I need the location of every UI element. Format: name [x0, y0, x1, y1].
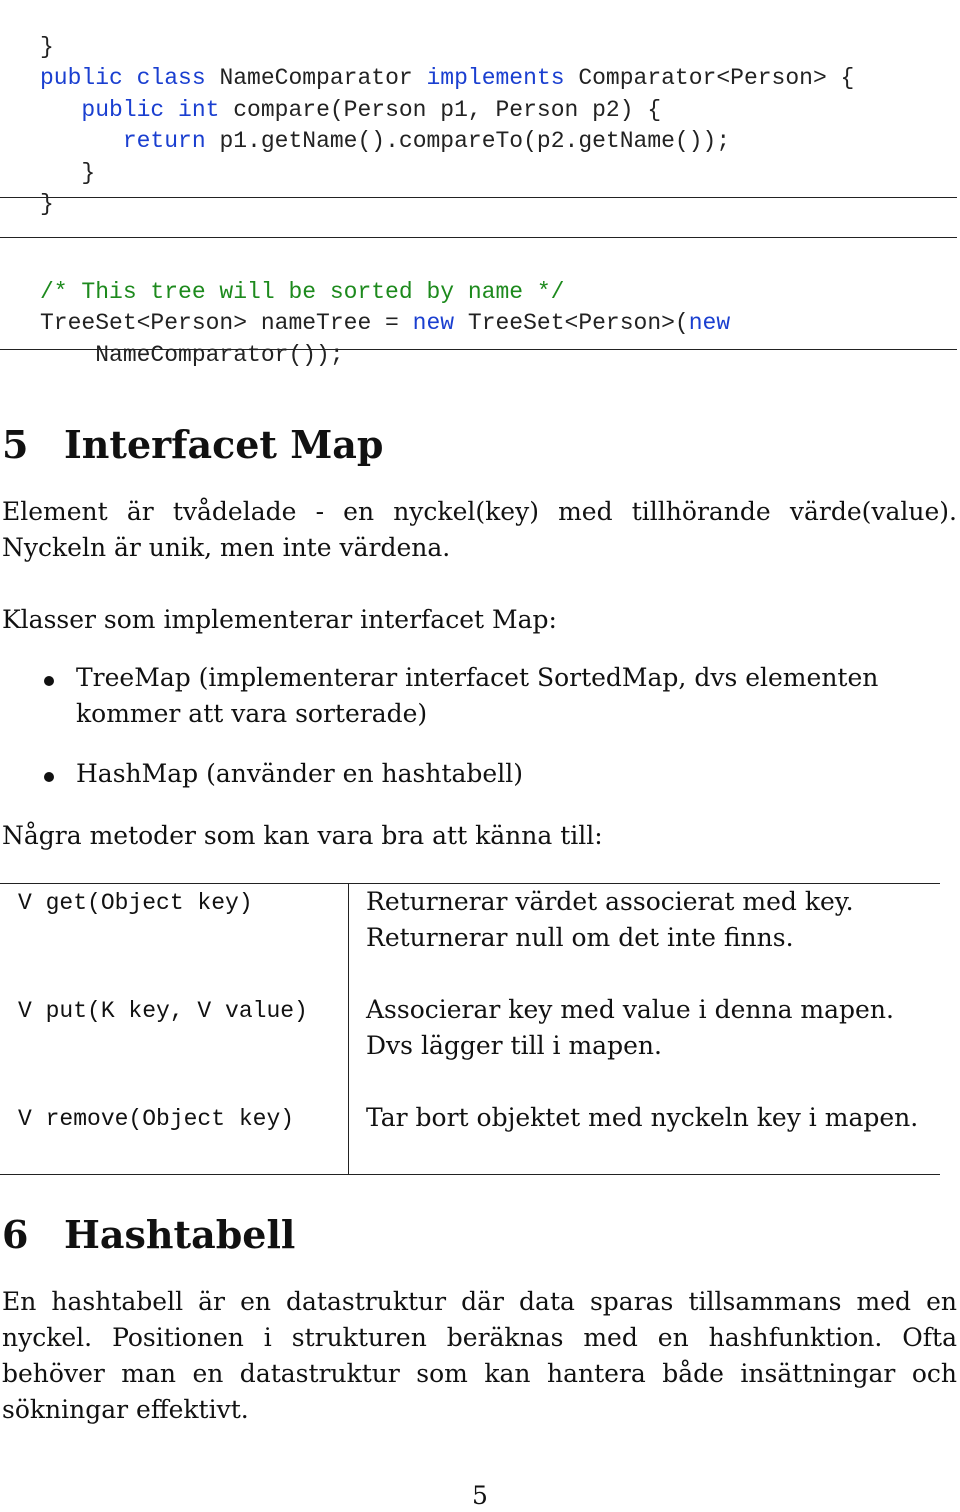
section-heading — [2, 423, 383, 467]
list-item-text: TreeMap (implementerar interfacet SortedMap, dvs elementen kommer att vara sorterade) — [76, 663, 879, 728]
code-keyword: public int — [81, 96, 220, 123]
method-signature: V get(Object key) — [18, 890, 253, 916]
paragraph-hashtabell: En hashtabell är en datastruktur där data sparas tillsammans med en nyckel. Positionen i strukturen beräknas med en hashfunktion. Ofta behöver man en datastruktur som kan hantera både insättningar och sökningar effektivt. — [2, 1287, 957, 1424]
code-text: TreeSet<Person>( — [454, 310, 689, 336]
section-number: 5 — [2, 422, 29, 467]
code-line: NameComparator()); — [40, 341, 344, 368]
code-block-comparator — [40, 0, 854, 252]
code-keyword: implements — [426, 65, 565, 91]
code-keyword: new — [688, 310, 731, 336]
method-description: Returnerar värdet associerat med key. — [366, 887, 854, 916]
code-line — [40, 308, 730, 340]
list-item — [0, 756, 957, 792]
page-number: 5 — [472, 1481, 488, 1510]
code-line — [40, 126, 854, 158]
code-line — [40, 63, 854, 95]
paragraph-methods-intro: Några metoder som kan vara bra att känna till: — [2, 821, 603, 850]
code-line: } — [40, 159, 96, 186]
method-description: Dvs lägger till i mapen. — [366, 1031, 662, 1060]
method-signature: V remove(Object key) — [18, 1106, 295, 1132]
section-title: Hashtabell — [64, 1212, 296, 1257]
code-indent — [40, 97, 81, 123]
code-separator-rule — [0, 349, 957, 350]
paragraph-classes-intro: Klasser som implementerar interfacet Map: — [2, 605, 557, 634]
section-title: Interfacet Map — [64, 422, 384, 467]
code-keyword: new — [412, 310, 455, 336]
code-comment: /* This tree will be sorted by name */ — [40, 278, 565, 305]
code-line: } — [40, 191, 54, 217]
bullet-dot — [44, 772, 54, 782]
method-description: Returnerar null om det inte finns. — [366, 923, 794, 952]
code-text: NameComparator — [205, 65, 427, 91]
list-item-text: HashMap (använder en hashtabell) — [76, 759, 523, 788]
code-line — [40, 95, 854, 127]
code-separator-rule — [0, 237, 957, 238]
code-text: p1.getName().compareTo(p2.getName()); — [205, 128, 731, 154]
paragraph-intro: Element är tvådelade - en nyckel(key) med tillhörande värde(value). Nyckeln är unik, men inte värdena. — [2, 497, 957, 562]
list-item — [0, 660, 957, 732]
code-text: compare(Person p1, Person p2) { — [219, 96, 662, 123]
table-column-divider — [348, 884, 349, 1174]
code-keyword: return — [122, 128, 206, 154]
methods-table — [0, 883, 940, 1175]
code-line: } — [40, 33, 54, 60]
bullet-list — [0, 660, 957, 816]
method-signature: V put(K key, V value) — [18, 998, 308, 1024]
code-block-treeset — [40, 245, 730, 403]
code-keyword: public class — [40, 65, 206, 91]
code-separator-rule — [0, 197, 957, 198]
method-description: Tar bort objektet med nyckeln key i mapen. — [366, 1103, 919, 1132]
code-indent — [40, 128, 123, 154]
section-heading — [2, 1213, 295, 1257]
code-text: TreeSet<Person> nameTree = — [40, 310, 413, 336]
bullet-dot — [44, 676, 54, 686]
section-number: 6 — [2, 1212, 29, 1257]
method-description: Associerar key med value i denna mapen. — [366, 995, 894, 1024]
code-text: Comparator<Person> { — [564, 65, 855, 91]
